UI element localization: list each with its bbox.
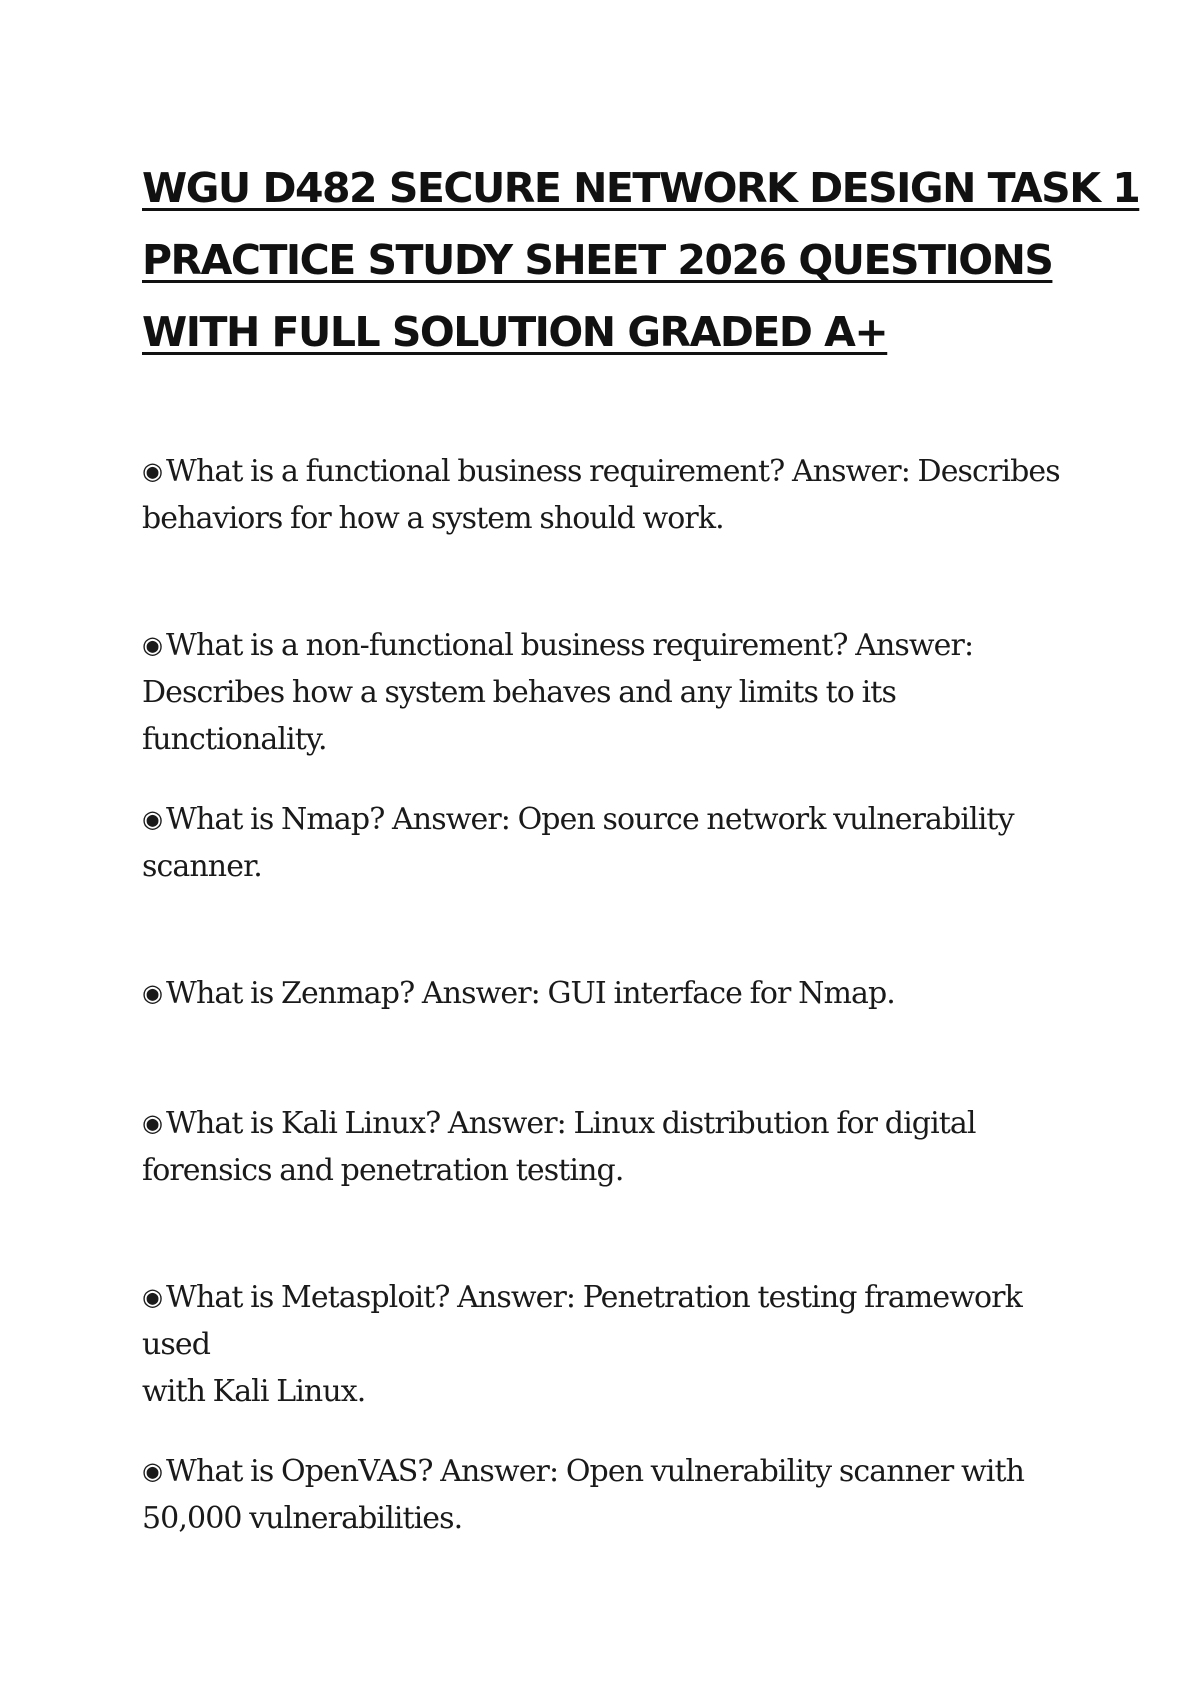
question-text-line-2: Describes how a system behaves and any limits to its functionality. [142,675,896,757]
question-text-line-1: What is Nmap? Answer: Open source network vulnerability [166,802,1014,837]
question-item [142,1274,1072,1415]
bullet-icon: ◉ [142,457,163,485]
question-text-line-2: scanner. [142,849,262,884]
bullet-icon: ◉ [142,1283,163,1311]
bullet-icon: ◉ [142,1109,163,1137]
question-item [142,796,1072,890]
title-line-3: WITH FULL SOLUTION GRADED A+ [142,308,888,356]
question-item [142,970,1072,1017]
question-text-line-1: What is OpenVAS? Answer: Open vulnerability scanner with [166,1454,1025,1489]
question-text-line-2: forensics and penetration testing. [142,1153,624,1188]
question-text-line-2: with Kali Linux. [142,1374,366,1409]
title-line-2: PRACTICE STUDY SHEET 2026 QUESTIONS [142,236,1053,284]
bullet-icon: ◉ [142,1457,163,1485]
question-item [142,622,1072,763]
title-line-1: WGU D482 SECURE NETWORK DESIGN TASK 1 [142,164,1140,212]
question-item [142,1448,1072,1542]
question-text-line-2: behaviors for how a system should work. [142,501,724,536]
question-text-line-1: What is Zenmap? Answer: GUI interface for Nmap. [166,976,895,1011]
bullet-icon: ◉ [142,631,163,659]
question-text-line-1: What is Metasploit? Answer: Penetration testing framework used [142,1280,1022,1362]
question-item [142,1100,1072,1194]
question-text-line-1: What is Kali Linux? Answer: Linux distribution for digital [166,1106,976,1141]
question-text-line-1: What is a non-functional business requirement? Answer: [166,628,974,663]
bullet-icon: ◉ [142,979,163,1007]
bullet-icon: ◉ [142,805,163,833]
question-text-line-2: 50,000 vulnerabilities. [142,1501,463,1536]
document-title [142,152,1140,368]
question-item [142,448,1072,542]
question-text-line-1: What is a functional business requirement? Answer: Describes [166,454,1060,489]
